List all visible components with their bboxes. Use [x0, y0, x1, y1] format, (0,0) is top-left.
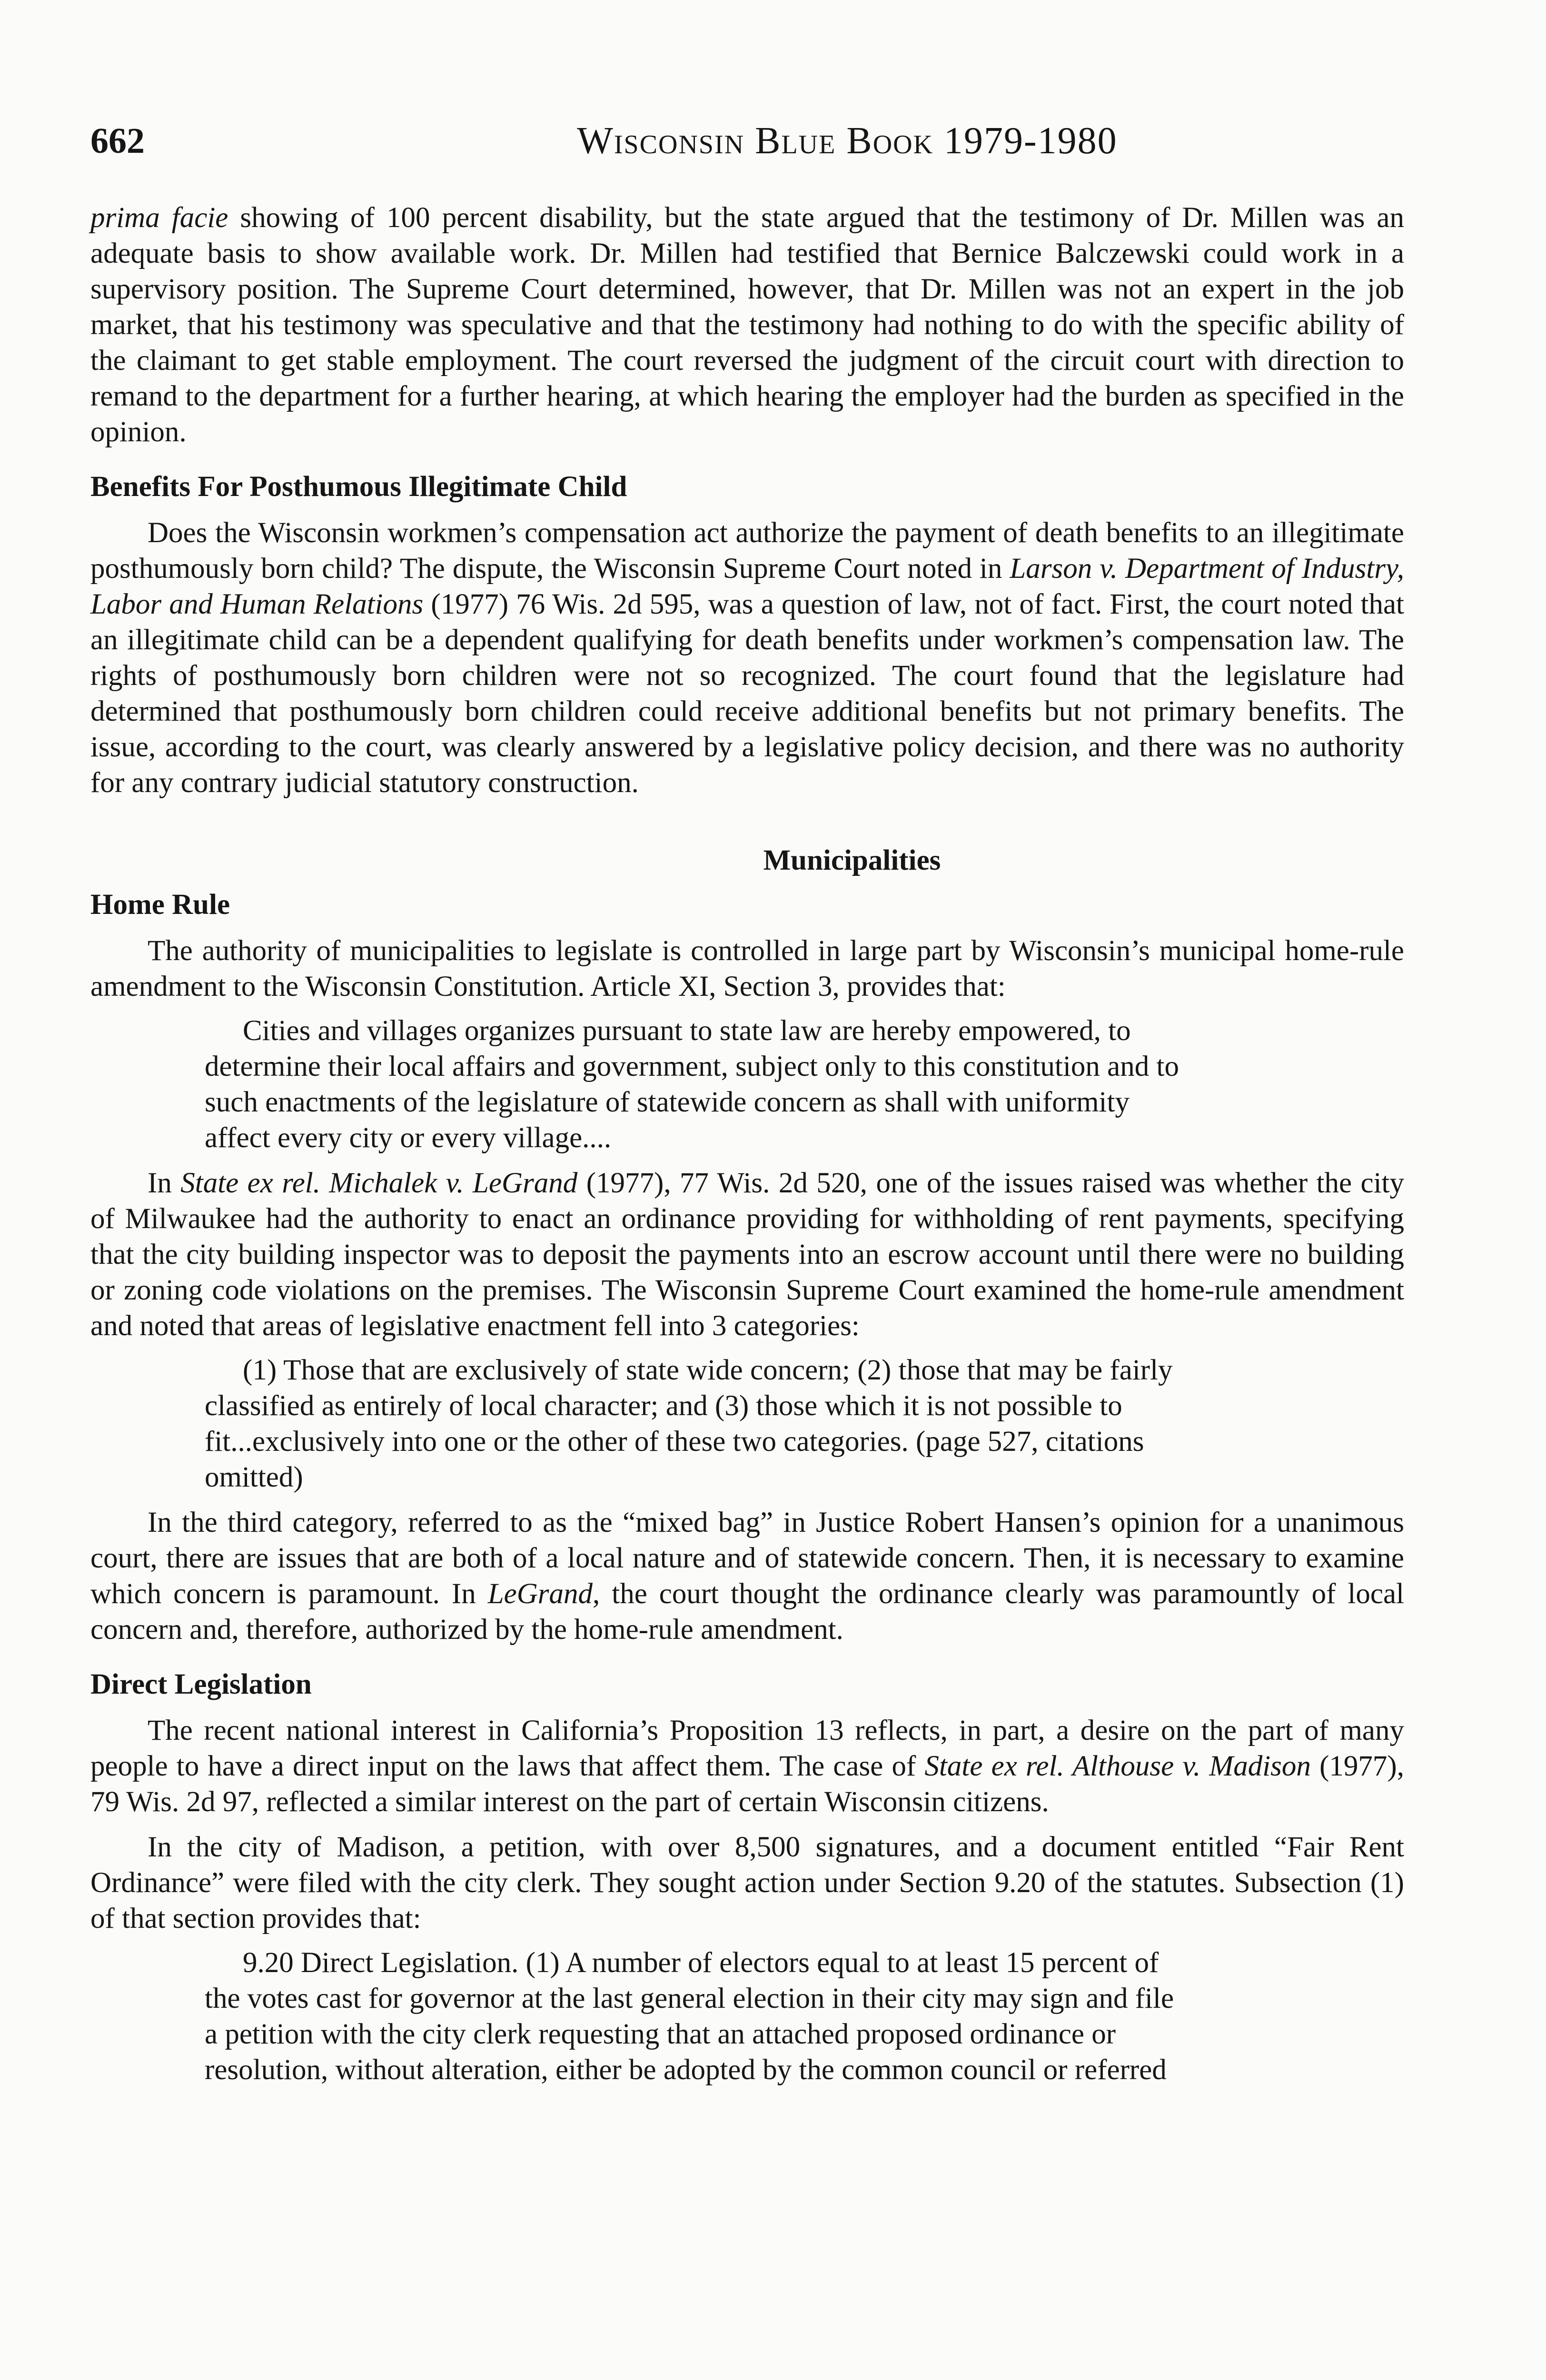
section-heading-benefits: Benefits For Posthumous Illegitimate Child [90, 471, 627, 503]
paragraph-text: In [148, 1167, 181, 1199]
paragraph-text: The recent national interest in California’s Proposition 13 reflects, in part, a desire on the part of many people to have a direct input on the laws that affect them. The case of [90, 1715, 1404, 1782]
paragraph [90, 1505, 1404, 1647]
paragraph-text: Does the Wisconsin workmen’s compensation act authorize the payment of death benefits to an illegitimate posthumously born child? The dispute, the Wisconsin Supreme Court noted in [90, 517, 1404, 585]
paragraph-text: , the court thought the ordinance clearly was paramountly of local concern and, therefore, authorized by the home-rule amendment. [90, 1578, 1404, 1646]
section-heading-direct-legislation: Direct Legislation [90, 1668, 312, 1700]
italic-term: prima facie [90, 202, 228, 234]
paragraph: The authority of municipalities to legislate is controlled in large part by Wisconsin’s municipal home-rule amendment to the Wisconsin Constitution. Article XI, Section 3, provides that: [90, 935, 1404, 1002]
case-citation: State ex rel. Michalek v. LeGrand [180, 1167, 578, 1199]
paragraph [90, 515, 1404, 801]
case-citation: LeGrand [487, 1578, 593, 1610]
paragraph-text: (1977) 76 Wis. 2d 595, was a question of law, not of fact. First, the court noted that an illegitimate child can be a dependent qualifying for death benefits under workmen’s compensation law. The rights of posthumously born children were not so recognized. The court found that the legislature had determined that posthumously born children could receive additional benefits but not primary benefits. The issue, according to the court, was clearly answered by a legislative policy decision, and there was no authority for any contrary judicial statutory construction. [90, 588, 1405, 799]
paragraph-text: In the third category, referred to as the “mixed bag” in Justice Robert Hansen’s opinion for a unanimous court, there are issues that are both of a local nature and of statewide concern. Then, it is necessary to examine which concern is paramount. In [90, 1507, 1404, 1610]
chapter-heading-municipalities: Municipalities [763, 844, 941, 876]
page-body [90, 200, 1404, 2097]
case-citation: State ex rel. Althouse v. Madison [924, 1750, 1311, 1782]
block-quote: 9.20 Direct Legislation. (1) A number of electors equal to at least 15 percent of the votes cast for governor at the last general election in their city may sign and file a petition with the city clerk requesting that an attached proposed ordinance or resolution, without alteration, either be adopted by the common council or referred [205, 1947, 1174, 2086]
paragraph [90, 1713, 1404, 1820]
paragraph [90, 200, 1404, 450]
paragraph-text: (1977), 79 Wis. 2d 97, reflected a similar interest on the part of certain Wisconsin citizens. [90, 1750, 1404, 1818]
paragraph [90, 1165, 1404, 1344]
running-title: Wisconsin Blue Book 1979-1980 [577, 120, 1118, 162]
page-number: 662 [90, 121, 145, 161]
running-head [90, 117, 1404, 165]
paragraph-text: (1977), 77 Wis. 2d 520, one of the issues raised was whether the city of Milwaukee had the authority to enact an ordinance providing for withholding of rent payments, specifying that the city building inspector was to deposit the payments into an escrow account until there were no building or zoning code violations on the premises. The Wisconsin Supreme Court examined the home-rule amendment and noted that areas of legislative enactment fell into 3 categories: [90, 1167, 1404, 1342]
block-quote: Cities and villages organizes pursuant to state law are hereby empowered, to determine their local affairs and government, subject only to this constitution and to such enactments of the legislature of statewide concern as shall with uniformity affect every city or every village.... [205, 1015, 1179, 1154]
paragraph-text: showing of 100 percent disability, but the state argued that the testimony of Dr. Millen was an adequate basis to show available work. Dr. Millen had testified that Bernice Balczewski could work in a supervisory position. The Supreme Court determined, however, that Dr. Millen was not an expert in the job market, that his testimony was speculative and that the testimony had nothing to do with the specific ability of the claimant to get stable employment. The court reversed the judgment of the circuit court with direction to remand to the department for a further hearing, at which hearing the employer had the burden as specified in the opinion. [90, 202, 1404, 448]
block-quote: (1) Those that are exclusively of state wide concern; (2) those that may be fairly classified as entirely of local character; and (3) those which it is not possible to fit...exclusively into one or the other of these two categories. (page 527, citations omitted) [205, 1354, 1173, 1493]
case-citation: Larson v. Department of Industry, Labor and Human Relations [90, 553, 1404, 620]
paragraph: In the city of Madison, a petition, with over 8,500 signatures, and a document entitled “Fair Rent Ordinance” were filed with the city clerk. They sought action under Section 9.20 of the statutes. Subsection (1) of that section provides that: [90, 1831, 1404, 1934]
section-heading-home-rule: Home Rule [90, 889, 230, 921]
